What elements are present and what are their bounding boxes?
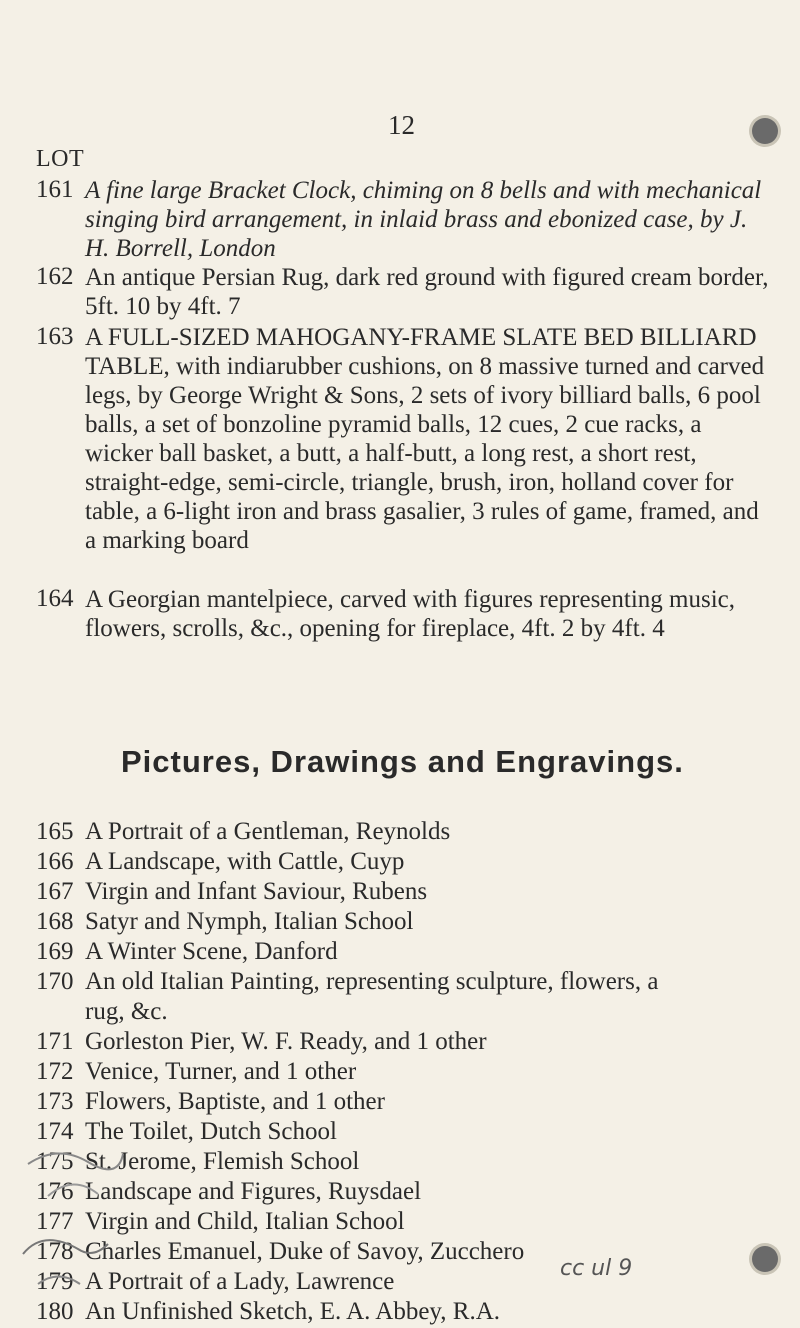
picture-entry bbox=[0, 968, 800, 998]
lot-number: 173 bbox=[36, 1088, 74, 1115]
lot-description: A fine large Bracket Clock, chiming on 8 bells and with mechanical singing bird arrangement, in inlaid brass and ebonized case, by J. H. Borrell, London bbox=[85, 177, 762, 262]
picture-description: A Winter Scene, Danford bbox=[85, 938, 338, 965]
lot-number: 175 bbox=[36, 1148, 74, 1175]
lot-description: A Georgian mantelpiece, carved with figures representing music, flowers, scrolls, &c., opening for fireplace, 4ft. 2 by 4ft. 4 bbox=[85, 586, 736, 642]
lot-column-header: LOT bbox=[36, 146, 85, 172]
picture-description: rug, &c. bbox=[85, 998, 168, 1025]
lot-number: 174 bbox=[36, 1118, 74, 1145]
pencil-scribble bbox=[18, 1134, 128, 1314]
picture-description: A Portrait of a Gentleman, Reynolds bbox=[85, 818, 451, 845]
picture-description: Satyr and Nymph, Italian School bbox=[85, 908, 414, 935]
lot-description: An antique Persian Rug, dark red ground with figured cream border, 5ft. 10 by 4ft. 7 bbox=[85, 264, 769, 320]
lot-number: 163 bbox=[36, 323, 74, 350]
picture-description: Charles Emanuel, Duke of Savoy, Zucchero bbox=[85, 1238, 525, 1265]
picture-description: An old Italian Painting, representing sculpture, flowers, a bbox=[85, 968, 659, 995]
marginal-pencil-note: cc ul 9 bbox=[560, 1256, 633, 1281]
picture-entry bbox=[0, 818, 800, 848]
lot-number: 177 bbox=[36, 1208, 74, 1235]
lot-number: 165 bbox=[36, 818, 74, 845]
lot-number: 161 bbox=[36, 176, 74, 203]
lot-number: 176 bbox=[36, 1178, 74, 1205]
picture-description: Landscape and Figures, Ruysdael bbox=[85, 1178, 422, 1205]
picture-entry bbox=[0, 998, 800, 1028]
picture-description: A Portrait of a Lady, Lawrence bbox=[85, 1268, 395, 1295]
picture-description: A Landscape, with Cattle, Cuyp bbox=[85, 848, 405, 875]
picture-entry bbox=[0, 908, 800, 938]
binding-hole-icon bbox=[752, 118, 778, 144]
picture-entry bbox=[0, 1058, 800, 1088]
picture-entry bbox=[0, 1028, 800, 1058]
lot-number: 171 bbox=[36, 1028, 74, 1055]
page-number: 12 bbox=[388, 110, 415, 140]
lot-number: 162 bbox=[36, 263, 74, 290]
lot-number: 164 bbox=[36, 585, 74, 612]
lot-number: 170 bbox=[36, 968, 74, 995]
lot-number: 172 bbox=[36, 1058, 74, 1085]
lot-number: 179 bbox=[36, 1268, 74, 1295]
lot-number: 178 bbox=[36, 1238, 74, 1265]
picture-description: Flowers, Baptiste, and 1 other bbox=[85, 1088, 385, 1115]
picture-description: Virgin and Child, Italian School bbox=[85, 1208, 405, 1235]
lot-number: 166 bbox=[36, 848, 74, 875]
picture-description: An Unfinished Sketch, E. A. Abbey, R.A. bbox=[85, 1298, 501, 1325]
picture-description: The Toilet, Dutch School bbox=[85, 1118, 337, 1145]
lot-number: 169 bbox=[36, 938, 74, 965]
picture-description: Venice, Turner, and 1 other bbox=[85, 1058, 357, 1085]
lot-description: A FULL-SIZED MAHOGANY-FRAME SLATE BED BILLIARD TABLE, with indiarubber cushions, on 8 massive turned and carved legs, by George Wright & Sons, 2 sets of ivory billiard balls, 6 pool balls, a set of bonzoline pyramid balls, 12 cues, 2 cue racks, a wicker ball basket, a butt, a half-butt, a long rest, a short rest, straight-edge, semi-circle, triangle, brush, iron, holland cover for table, a 6-light iron and brass gasalier, 3 rules of game, framed, and a marking board bbox=[85, 324, 765, 554]
picture-entry bbox=[0, 1088, 800, 1118]
binding-hole-icon bbox=[752, 1246, 778, 1272]
picture-entry bbox=[0, 938, 800, 968]
picture-entry bbox=[0, 848, 800, 878]
lot-number: 168 bbox=[36, 908, 74, 935]
picture-description: St. Jerome, Flemish School bbox=[85, 1148, 360, 1175]
picture-description: Gorleston Pier, W. F. Ready, and 1 other bbox=[85, 1028, 487, 1055]
lot-number: 180 bbox=[36, 1298, 74, 1325]
picture-description: Virgin and Infant Saviour, Rubens bbox=[85, 878, 428, 905]
lot-number: 167 bbox=[36, 878, 74, 905]
section-title: Pictures, Drawings and Engravings. bbox=[121, 744, 684, 779]
picture-entry bbox=[0, 878, 800, 908]
